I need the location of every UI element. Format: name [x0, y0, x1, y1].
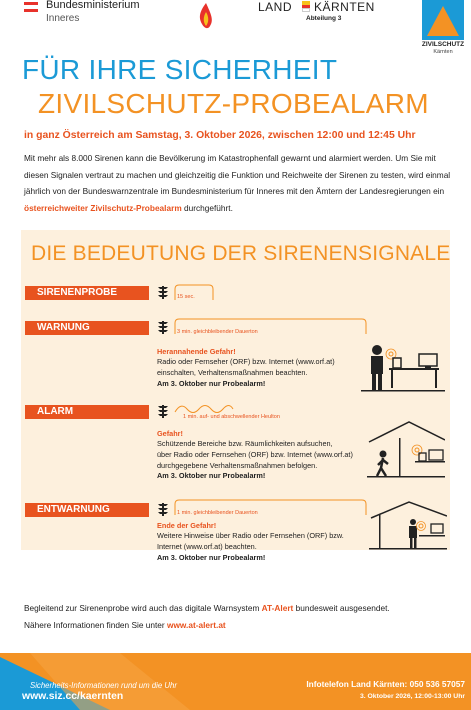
siren-icon — [155, 403, 171, 419]
signal-line: einschalten, Verhaltensmaßnahmen beachten. — [157, 367, 308, 377]
hotline-text: Infotelefon Land Kärnten: 050 536 57057 — [306, 679, 465, 689]
signal-wave-text-warnung: 3 min. gleichbleibender Dauerton — [177, 329, 258, 335]
house-walking-scene-icon — [367, 420, 445, 480]
intro-text-2: durchgeführt. — [181, 202, 233, 213]
bottom-tagline: Sicherheits-Informationen rund um die Uhr — [30, 681, 177, 690]
signal-wave-text-alarm: 1 min. auf- und abschwellender Heulton — [183, 414, 280, 420]
signal-line: Weitere Hinweise über Radio oder Fernsehen (ORF) bzw. — [157, 531, 344, 540]
land-sub: Abteilung 3 — [306, 15, 342, 22]
bmi-logo — [24, 0, 164, 30]
hotline-date: 3. Oktober 2026, 12:00-13:00 Uhr — [359, 693, 465, 700]
footer-text-1: Begleitend zur Sirenenprobe wird auch das digitale Warnsystem — [24, 603, 262, 613]
intro-text-1: Mit mehr als 8.000 Sirenen kann die Bevölkerung im Katastrophenfall gewarnt und alarmiert werden. Um Sie mit diesen Signalen vertraut zu machen und gleichzeitig die Funktion und Reichweite der Sirenen zu testen, wird einmal jährlich von der Bundeswarnzentrale im Bundesministerium für Inneres mit den Ämtern der Landesregierungen ein — [24, 153, 451, 196]
signal-line: über Radio oder Fernsehen (ORF) bzw. Internet (www.orf.at) — [157, 449, 353, 459]
footer-text-3: Nähere Informationen finden Sie unter — [24, 619, 167, 630]
flame-logo-icon — [196, 2, 216, 32]
ministry-sub: Inneres — [46, 13, 80, 24]
signal-body-warnung — [157, 357, 367, 389]
at-alert-highlight: AT-Alert — [261, 603, 294, 613]
intro-paragraph — [24, 150, 452, 216]
signal-label-sirenenprobe: SIRENENPROBE — [25, 286, 149, 300]
siren-icon — [155, 501, 171, 517]
tv-person-scene-icon — [361, 342, 445, 392]
land-kaernten-logo — [258, 0, 378, 30]
signal-wave-text-entwarnung: 1 min. gleichbleibender Dauerton — [177, 510, 258, 516]
siz-url-link[interactable]: www.siz.cc/kaernten — [22, 691, 124, 702]
zivilschutz-logo — [418, 0, 468, 62]
signal-bold-line: Am 3. Oktober nur Probealarm! — [157, 552, 266, 562]
signal-body-alarm — [157, 439, 367, 482]
zivilschutz-triangle-icon — [422, 0, 464, 40]
signal-bold-line: Am 3. Oktober nur Probealarm! — [157, 471, 266, 481]
signal-bold-line: Am 3. Oktober nur Probealarm! — [157, 378, 266, 388]
title-line-1: FÜR IHRE SICHERHEIT — [22, 54, 338, 85]
footer-text-2: bundesweit ausgesendet. — [293, 603, 390, 613]
ministry-name: Bundesministerium — [46, 0, 140, 11]
siren-icon — [155, 319, 171, 335]
footer-paragraph — [24, 600, 452, 633]
title-line-2: ZIVILSCHUTZ-PROBEALARM — [38, 88, 429, 119]
land-name: LAND — [258, 0, 293, 14]
signal-line: Internet (www.orf.at) beachten. — [157, 541, 257, 551]
header — [0, 0, 471, 62]
signal-heading-entwarnung: Ende der Gefahr! — [157, 521, 217, 530]
signal-heading-alarm: Gefahr! — [157, 429, 183, 438]
at-alert-link[interactable]: www.at-alert.at — [166, 619, 226, 630]
signal-label-warnung: WARNUNG — [25, 321, 149, 335]
siren-icon — [155, 284, 171, 300]
signals-panel — [21, 230, 451, 562]
austria-flag-icon — [24, 2, 38, 12]
panel-title: DIE BEDEUTUNG DER SIRENENSIGNALE — [31, 242, 451, 265]
signal-label-entwarnung: ENTWARNUNG — [25, 503, 149, 517]
signal-body-entwarnung — [157, 531, 367, 563]
signal-line: Schützende Bereiche bzw. Räumlichkeiten aufsuchen, — [157, 439, 333, 448]
signal-wave-text-probe: 15 sec. — [177, 294, 195, 300]
zs-name: ZIVILSCHUTZ — [421, 41, 465, 48]
bottom-bar — [0, 653, 471, 710]
kaernten-flag-icon — [302, 1, 310, 12]
signal-line: durchgegebene Verhaltensmaßnahmen befolgen. — [157, 460, 318, 470]
signal-heading-warnung: Herannahende Gefahr! — [157, 347, 236, 356]
zs-sub: Kärnten — [433, 49, 453, 55]
intro-highlight: österreichweiter Zivilschutz-Probealarm — [24, 202, 182, 213]
land-name-2: KÄRNTEN — [314, 0, 375, 14]
date-headline: in ganz Österreich am Samstag, 3. Oktober 2026, zwischen 12:00 und 12:45 Uhr — [24, 130, 416, 141]
signal-label-alarm: ALARM — [25, 405, 149, 419]
signal-line: Radio oder Fernseher (ORF) bzw. Internet (www.orf.at) — [157, 357, 335, 366]
house-tv-scene-icon — [369, 500, 447, 550]
